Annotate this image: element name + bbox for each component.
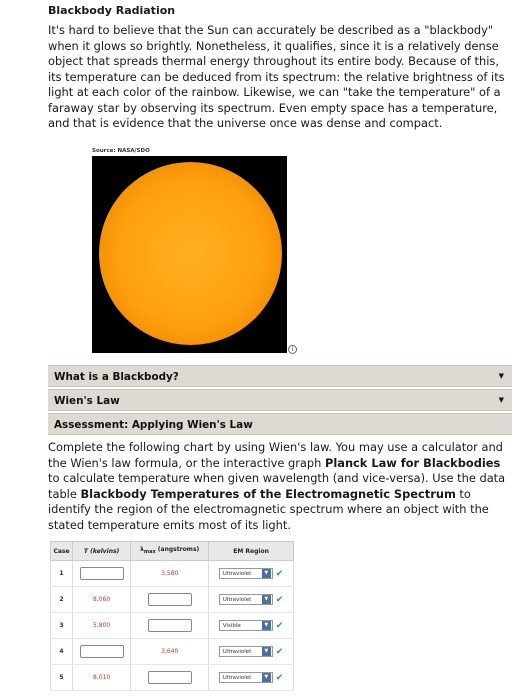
temperature-value: 5,800 bbox=[93, 622, 111, 629]
task-instructions bbox=[48, 440, 510, 533]
task-text: to identify the region of the electromagnetic spectrum where an object with the stated temperature emits most of its light. bbox=[48, 486, 489, 532]
accordion-label: What is a Blackbody? bbox=[54, 371, 179, 383]
lambda-cell bbox=[131, 587, 209, 613]
em-region-value: Ultraviolet bbox=[222, 674, 252, 681]
em-region-value: Visible bbox=[222, 622, 241, 629]
temperature-cell bbox=[73, 665, 131, 691]
lambda-unit: (angstroms) bbox=[155, 546, 200, 554]
checkmark-icon: ✔ bbox=[275, 594, 284, 605]
lambda-cell bbox=[131, 639, 209, 665]
header-temperature bbox=[73, 542, 131, 561]
em-region-cell bbox=[209, 587, 294, 613]
em-region-value: Ultraviolet bbox=[222, 648, 252, 655]
em-region-select[interactable] bbox=[219, 568, 273, 579]
table-row bbox=[51, 665, 294, 691]
blackbody-table-link[interactable]: Blackbody Temperatures of the Electromagnetic Spectrum bbox=[80, 486, 456, 501]
accordion-label: Wien's Law bbox=[54, 395, 120, 407]
em-region-cell bbox=[209, 561, 294, 587]
header-lambda-max bbox=[131, 542, 209, 561]
case-number: 1 bbox=[51, 561, 73, 587]
page bbox=[42, 0, 516, 700]
accordion-what-is-blackbody[interactable] bbox=[48, 365, 512, 387]
lambda-value: 3,580 bbox=[161, 570, 179, 577]
accordion-wiens-law[interactable] bbox=[48, 389, 512, 411]
checkmark-icon: ✔ bbox=[275, 620, 284, 631]
dropdown-arrow-icon: ▼ bbox=[262, 647, 271, 656]
em-region-select[interactable] bbox=[219, 620, 273, 631]
header-em-region: EM Region bbox=[209, 542, 294, 561]
case-number: 3 bbox=[51, 613, 73, 639]
temperature-cell bbox=[73, 561, 131, 587]
case-number: 4 bbox=[51, 639, 73, 665]
lambda-subscript: max bbox=[143, 549, 156, 556]
checkmark-icon: ✔ bbox=[275, 646, 284, 657]
em-region-select[interactable] bbox=[219, 672, 273, 683]
table-row bbox=[51, 587, 294, 613]
em-region-value: Ultraviolet bbox=[222, 596, 252, 603]
task-text: Complete the following chart by using Wien's law. You may use a calculator and the Wien's law formula, or the interactive graph bbox=[48, 440, 503, 470]
dropdown-arrow-icon: ▼ bbox=[262, 673, 271, 682]
temperature-cell bbox=[73, 587, 131, 613]
em-region-cell bbox=[209, 665, 294, 691]
em-region-cell bbox=[209, 639, 294, 665]
accordion-label: Assessment: Applying Wien's Law bbox=[54, 419, 253, 431]
dropdown-arrow-icon: ▼ bbox=[262, 595, 271, 604]
temperature-value: 8,060 bbox=[93, 596, 111, 603]
intro-paragraph: It's hard to believe that the Sun can accurately be described as a "blackbody" when it glows so brightly. Nonetheless, it qualifies, since it is a relatively dense object that spreads thermal energy throughout its entire body. Because of this, its temperature can be deduced from its spectrum: the relative brightness of its light at each color of the rainbow. Likewise, we can "take the temperature" of a faraway star by observing its spectrum. Even empty space has a temperature, and that is evidence that the universe once was dense and compact. bbox=[48, 23, 505, 130]
temperature-input[interactable] bbox=[80, 567, 124, 580]
temperature-value: 8,010 bbox=[93, 674, 111, 681]
sun-image bbox=[92, 156, 287, 353]
task-text: to calculate temperature when given wavelength (and vice-versa). Use the data table bbox=[48, 471, 506, 501]
table-row bbox=[51, 613, 294, 639]
em-region-select[interactable] bbox=[219, 646, 273, 657]
case-number: 5 bbox=[51, 665, 73, 691]
lambda-cell bbox=[131, 665, 209, 691]
table-row bbox=[51, 639, 294, 665]
table-header-row bbox=[51, 542, 294, 561]
header-temperature-label: T (kelvins) bbox=[83, 547, 120, 555]
lambda-cell bbox=[131, 613, 209, 639]
lambda-value: 3,640 bbox=[161, 648, 179, 655]
em-region-value: Ultraviolet bbox=[222, 570, 252, 577]
accordion-assessment[interactable] bbox=[48, 413, 512, 435]
dropdown-arrow-icon: ▼ bbox=[262, 621, 271, 630]
temperature-cell bbox=[73, 639, 131, 665]
em-region-select[interactable] bbox=[219, 594, 273, 605]
lambda-input[interactable] bbox=[148, 593, 192, 606]
case-number: 2 bbox=[51, 587, 73, 613]
lambda-input[interactable] bbox=[148, 671, 192, 684]
checkmark-icon: ✔ bbox=[275, 672, 284, 683]
lambda-cell bbox=[131, 561, 209, 587]
image-source: Source: NASA/SDO bbox=[92, 148, 150, 154]
temperature-cell bbox=[73, 613, 131, 639]
table-row bbox=[51, 561, 294, 587]
temperature-input[interactable] bbox=[80, 645, 124, 658]
info-icon[interactable]: i bbox=[288, 345, 297, 354]
triangle-down-icon: ▼ bbox=[498, 396, 504, 404]
lambda-symbol: λ bbox=[140, 546, 144, 554]
planck-law-link[interactable]: Planck Law for Blackbodies bbox=[325, 455, 501, 470]
sun-disc bbox=[99, 162, 282, 345]
em-region-cell bbox=[209, 613, 294, 639]
dropdown-arrow-icon: ▼ bbox=[262, 569, 271, 578]
header-case: Case bbox=[51, 542, 73, 561]
checkmark-icon: ✔ bbox=[275, 568, 284, 579]
triangle-down-icon: ▼ bbox=[498, 372, 504, 380]
lambda-input[interactable] bbox=[148, 619, 192, 632]
page-title: Blackbody Radiation bbox=[48, 4, 176, 17]
wiens-law-table bbox=[50, 541, 294, 691]
